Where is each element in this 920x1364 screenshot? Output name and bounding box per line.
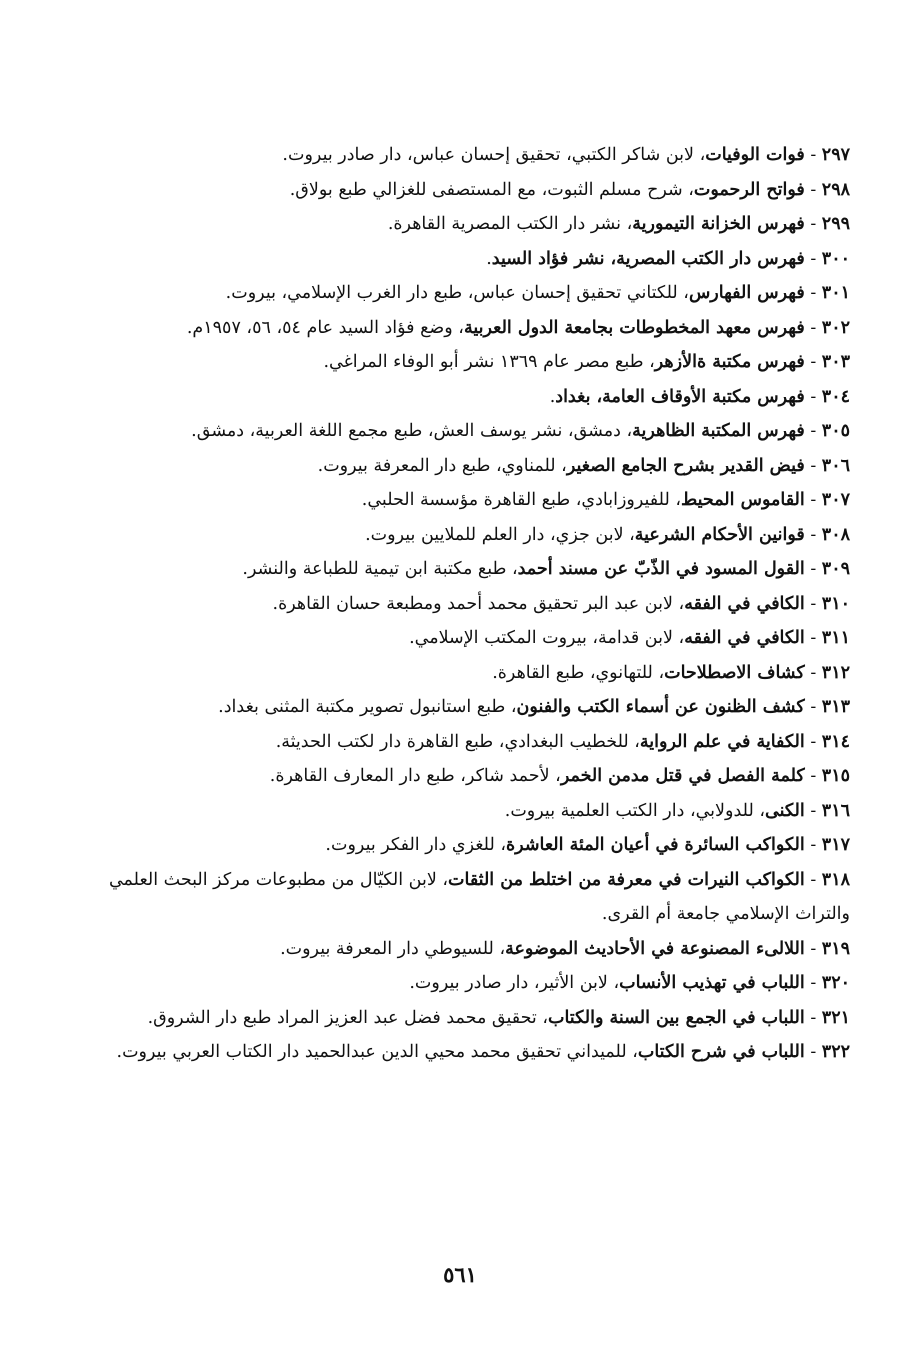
entry-number: ٣٢٢ [821, 1042, 850, 1062]
entry-number: ٣٠٣ [821, 352, 850, 372]
entry-number: ٣١١ [821, 628, 850, 648]
entry-number: ٣٠١ [821, 283, 850, 303]
bibliography-entry: ٣١١ - الكافي في الفقه، لابن قدامة، بيروت المكتب الإسلامي. [409, 628, 850, 648]
entry-number: ٣١٨ [821, 869, 850, 890]
page-number: ٥٦١ [443, 1262, 477, 1287]
entry-number: ٣٠٤ [821, 386, 850, 407]
entry-title: كلمة الفصل في قتل مدمن الخمر [560, 766, 805, 786]
entry-details: ، دمشق، نشر يوسف العش، طبع مجمع اللغة العربية، دمشق. [191, 421, 633, 441]
entry-title: كشاف الاصطلاحات [664, 662, 805, 683]
bibliography-list [100, 138, 850, 1070]
bibliography-entry: ٣٠٤ - فهرس مكتبة الأوقاف العامة، بغداد. [549, 386, 850, 407]
entry-title: فهرس المكتبة الظاهرية [632, 421, 805, 441]
entry-title: فهرس مكتبة ةالأزهر [654, 352, 805, 372]
bibliography-entry: ٣٠٧ - القاموس المحيط، للفيروزابادي، طبع القاهرة مؤسسة الحلبي. [361, 490, 850, 510]
bibliography-entry: ٣٠٣ - فهرس مكتبة ةالأزهر، طبع مصر عام ١٣٦٩ نشر أبو الوفاء المراغي. [323, 352, 850, 372]
entry-details: ، لابن عبد البر تحقيق محمد أحمد ومطبعة حسان القاهرة. [272, 593, 685, 614]
entry-number: ٣٠٩ [821, 559, 850, 579]
bibliography-entry: ٣١٨ - الكواكب النيرات في معرفة من اختلط من الثقات، لابن الكيّال من مطبوعات مركز البحث العلمي والتراث الإسلامي جامعة أم القرى. [108, 869, 850, 924]
entry-details: ، نشر دار الكتب المصرية القاهرة. [387, 214, 633, 234]
entry-title: اللباب في تهذيب الأنساب [619, 973, 805, 993]
entry-details: ، للغزي دار الفكر بيروت. [325, 835, 507, 855]
entry-details: ، لابن جزي، دار العلم للملايين بيروت. [365, 524, 635, 545]
entry-title: الكنى [765, 800, 805, 821]
entry-title: فهرس دار الكتب المصرية، نشر فؤاد السيد [491, 248, 805, 269]
entry-title: القول المسود في الذّبّ عن مسند أحمد [517, 559, 805, 579]
entry-title: الكافي في الفقه [684, 593, 805, 614]
entry-number: ٣٠٨ [821, 524, 850, 545]
entry-number: ٢٩٩ [821, 214, 850, 234]
entry-details: ، للمناوي، طبع دار المعرفة بيروت. [317, 455, 567, 476]
entry-title: اللباب في شرح الكتاب [637, 1042, 805, 1062]
entry-number: ٣٠٠ [821, 248, 850, 269]
entry-title: اللالىء المصنوعة في الأحاديث الموضوعة [505, 938, 805, 959]
entry-details: ، تحقيق محمد فضل عبد العزيز المراد طبع دار الشروق. [147, 1007, 548, 1028]
entry-details: ، للفيروزابادي، طبع القاهرة مؤسسة الحلبي. [361, 490, 681, 510]
bibliography-entry: ٣١٥ - كلمة الفصل في قتل مدمن الخمر، لأحمد شاكر، طبع دار المعارف القاهرة. [269, 766, 850, 786]
entry-title: فيض القدير بشرح الجامع الصغير [566, 455, 805, 476]
bibliography-entry: ٣٢٢ - اللباب في شرح الكتاب، للميداني تحقيق محمد محيي الدين عبدالحميد دار الكتاب العربي بيروت. [116, 1042, 850, 1062]
entry-details: ، طبع مكتبة ابن تيمية للطباعة والنشر. [242, 559, 518, 579]
entry-details: ، شرح مسلم الثبوت، مع المستصفى للغزالي طبع بولاق. [289, 179, 694, 200]
entry-title: فهرس الفهارس [688, 283, 805, 303]
bibliography-entry: ٣٠٦ - فيض القدير بشرح الجامع الصغير، للمناوي، طبع دار المعرفة بيروت. [317, 455, 850, 476]
entry-title: فهرس معهد المخطوطات بجامعة الدول العربية [463, 317, 805, 338]
entry-details: ، لابن شاكر الكتبي، تحقيق إحسان عباس، دار صادر بيروت. [282, 145, 706, 165]
entry-details: ، لأحمد شاكر، طبع دار المعارف القاهرة. [269, 766, 561, 786]
bibliography-entry: ٢٩٨ - فواتح الرحموت، شرح مسلم الثبوت، مع المستصفى للغزالي طبع بولاق. [289, 179, 850, 200]
bibliography-entry: ٣٠٩ - القول المسود في الذّبّ عن مسند أحمد، طبع مكتبة ابن تيمية للطباعة والنشر. [242, 559, 850, 579]
entry-title: فواتح الرحموت [693, 179, 805, 200]
bibliography-entry: ٣١٦ - الكنى، للدولابي، دار الكتب العلمية بيروت. [504, 800, 850, 821]
bibliography-entry: ٣١٧ - الكواكب السائرة في أعيان المئة العاشرة، للغزي دار الفكر بيروت. [325, 835, 850, 855]
entry-title: فهرس مكتبة الأوقاف العامة، بغداد [555, 386, 805, 407]
entry-details: . [486, 248, 492, 269]
bibliography-entry: ٣٢٠ - اللباب في تهذيب الأنساب، لابن الأثير، دار صادر بيروت. [409, 973, 850, 993]
entry-details: ، وضع فؤاد السيد عام ٥٤، ٥٦، ١٩٥٧م. [186, 317, 464, 338]
entry-number: ٣١٧ [821, 835, 850, 855]
bibliography-entry: ٣١٣ - كشف الظنون عن أسماء الكتب والفنون، طبع استانبول تصوير مكتبة المثنى بغداد. [218, 697, 850, 717]
bibliography-entry: ٣١٠ - الكافي في الفقه، لابن عبد البر تحقيق محمد أحمد ومطبعة حسان القاهرة. [272, 593, 850, 614]
entry-number: ٣٢٠ [821, 973, 850, 993]
entry-title: قوانين الأحكام الشرعية [634, 524, 805, 545]
entry-details: ، للدولابي، دار الكتب العلمية بيروت. [504, 800, 766, 821]
bibliography-entry: ٣٠٨ - قوانين الأحكام الشرعية، لابن جزي، دار العلم للملايين بيروت. [365, 524, 850, 545]
entry-number: ٣٠٥ [821, 421, 850, 441]
entry-number: ٣١٢ [821, 662, 850, 683]
entry-details: ، للخطيب البغدادي، طبع القاهرة دار لكتب الحديثة. [275, 731, 640, 752]
entry-number: ٣٠٢ [821, 317, 850, 338]
entry-number: ٣١٥ [821, 766, 850, 786]
entry-number: ٣٢١ [821, 1007, 850, 1028]
entry-details: . [549, 386, 556, 407]
bibliography-entry: ٣٠٢ - فهرس معهد المخطوطات بجامعة الدول العربية، وضع فؤاد السيد عام ٥٤، ٥٦، ١٩٥٧م. [186, 317, 850, 338]
bibliography-entry: ٣١٩ - اللالىء المصنوعة في الأحاديث الموضوعة، للسيوطي دار المعرفة بيروت. [280, 938, 850, 959]
bibliography-entry: ٣٢١ - اللباب في الجمع بين السنة والكتاب، تحقيق محمد فضل عبد العزيز المراد طبع دار الشروق. [147, 1007, 850, 1028]
entry-details: ، طبع مصر عام ١٣٦٩ نشر أبو الوفاء المراغي. [323, 352, 655, 372]
entry-number: ٣١٤ [821, 731, 850, 752]
bibliography-entry: ٣٠٠ - فهرس دار الكتب المصرية، نشر فؤاد السيد. [486, 248, 850, 269]
entry-title: القاموس المحيط [681, 490, 805, 510]
entry-title: الكواكب السائرة في أعيان المئة العاشرة [506, 835, 805, 855]
entry-details: ، للتهانوي، طبع القاهرة. [492, 662, 665, 683]
entry-number: ٢٩٧ [821, 145, 850, 165]
bibliography-entry: ٣٠٥ - فهرس المكتبة الظاهرية، دمشق، نشر يوسف العش، طبع مجمع اللغة العربية، دمشق. [191, 421, 850, 441]
entry-title: الكفاية في علم الرواية [639, 731, 805, 752]
entry-details: ، لابن الأثير، دار صادر بيروت. [409, 973, 620, 993]
entry-title: فوات الوفيات [705, 145, 805, 165]
entry-details: ، طبع استانبول تصوير مكتبة المثنى بغداد. [218, 697, 517, 717]
bibliography-entry: ٣١٤ - الكفاية في علم الرواية، للخطيب البغدادي، طبع القاهرة دار لكتب الحديثة. [275, 731, 850, 752]
entry-number: ٣١٣ [821, 697, 850, 717]
entry-number: ٣٠٦ [821, 455, 850, 476]
entry-details: ، للميداني تحقيق محمد محيي الدين عبدالحميد دار الكتاب العربي بيروت. [116, 1042, 638, 1062]
entry-title: كشف الظنون عن أسماء الكتب والفنون [516, 697, 805, 717]
bibliography-entry: ٣١٢ - كشاف الاصطلاحات، للتهانوي، طبع القاهرة. [492, 662, 850, 683]
bibliography-entry: ٢٩٩ - فهرس الخزانة التيمورية، نشر دار الكتب المصرية القاهرة. [387, 214, 850, 234]
entry-details: ، للكتاني تحقيق إحسان عباس، طبع دار الغرب الإسلامي، بيروت. [225, 283, 689, 303]
entry-number: ٢٩٨ [821, 179, 850, 200]
entry-details: ، للسيوطي دار المعرفة بيروت. [280, 938, 506, 959]
entry-number: ٣١٠ [821, 593, 850, 614]
bibliography-entry: ٢٩٧ - فوات الوفيات، لابن شاكر الكتبي، تحقيق إحسان عباس، دار صادر بيروت. [282, 145, 850, 165]
entry-number: ٣١٦ [821, 800, 850, 821]
entry-details: ، لابن قدامة، بيروت المكتب الإسلامي. [409, 628, 685, 648]
bibliography-entry: ٣٠١ - فهرس الفهارس، للكتاني تحقيق إحسان عباس، طبع دار الغرب الإسلامي، بيروت. [225, 283, 850, 303]
entry-title: اللباب في الجمع بين السنة والكتاب [548, 1007, 805, 1028]
entry-title: فهرس الخزانة التيمورية [632, 214, 805, 234]
entry-number: ٣٠٧ [821, 490, 850, 510]
entry-details: ، لابن الكيّال من مطبوعات مركز البحث العلمي والتراث الإسلامي جامعة أم القرى. [108, 869, 850, 924]
entry-title: الكواكب النيرات في معرفة من اختلط من الثقات [448, 869, 805, 890]
entry-title: الكافي في الفقه [684, 628, 805, 648]
entry-number: ٣١٩ [821, 938, 850, 959]
